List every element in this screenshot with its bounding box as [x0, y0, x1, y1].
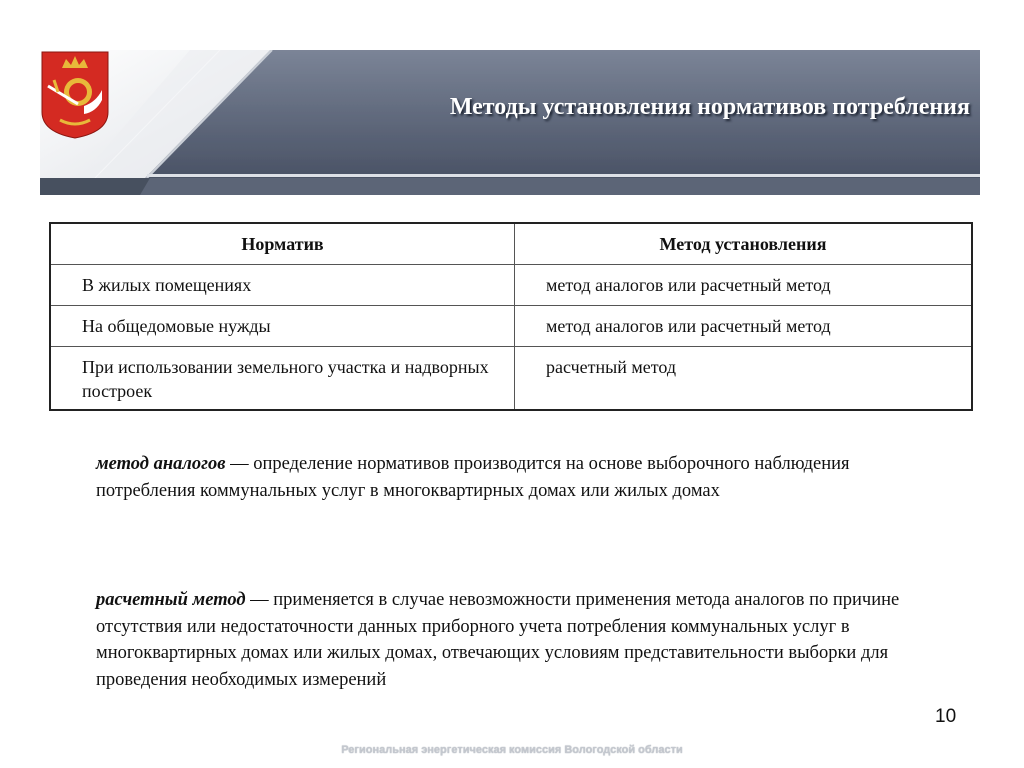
definition-text: — определение нормативов производится на основе выборочного наблюдения потребления коммунальных услуг в многоквартирных домах или жилых домах: [96, 454, 850, 501]
table-row: [50, 265, 972, 306]
table-row: [50, 306, 972, 347]
table-row: [50, 347, 972, 411]
page-number: 10: [935, 706, 957, 727]
column-header-normative: Норматив: [50, 223, 515, 265]
definition-calculation-method: [96, 587, 936, 693]
table-cell: На общедомовые нужды: [50, 306, 515, 347]
column-header-method: Метод установления: [515, 223, 973, 265]
table-cell: В жилых помещениях: [50, 265, 515, 306]
header-banner: [40, 50, 980, 195]
coat-of-arms-icon: [40, 50, 110, 140]
definition-term: метод аналогов: [96, 454, 226, 474]
definition-term: расчетный метод: [96, 590, 246, 610]
page-title: Методы установления нормативов потребления: [449, 94, 970, 120]
table-header-row: [50, 223, 972, 265]
definition-text: — применяется в случае невозможности применения метода аналогов по причине отсутствия или недостаточности данных приборного учета потребления коммунальных услуг в многоквартирных домах или жилых домах, отвечающих условиям представительности выборки для проведения необходимых измерений: [96, 590, 900, 690]
table-cell: метод аналогов или расчетный метод: [515, 265, 973, 306]
banner-graphic: [40, 50, 980, 195]
normatives-table: [49, 222, 973, 411]
table-cell: расчетный метод: [515, 347, 973, 411]
table-cell: При использовании земельного участка и надворных построек: [50, 347, 515, 411]
definition-analog-method: [96, 451, 936, 504]
table-cell: метод аналогов или расчетный метод: [515, 306, 973, 347]
footer-text: Региональная энергетическая комиссия Вологодской области: [341, 744, 683, 756]
